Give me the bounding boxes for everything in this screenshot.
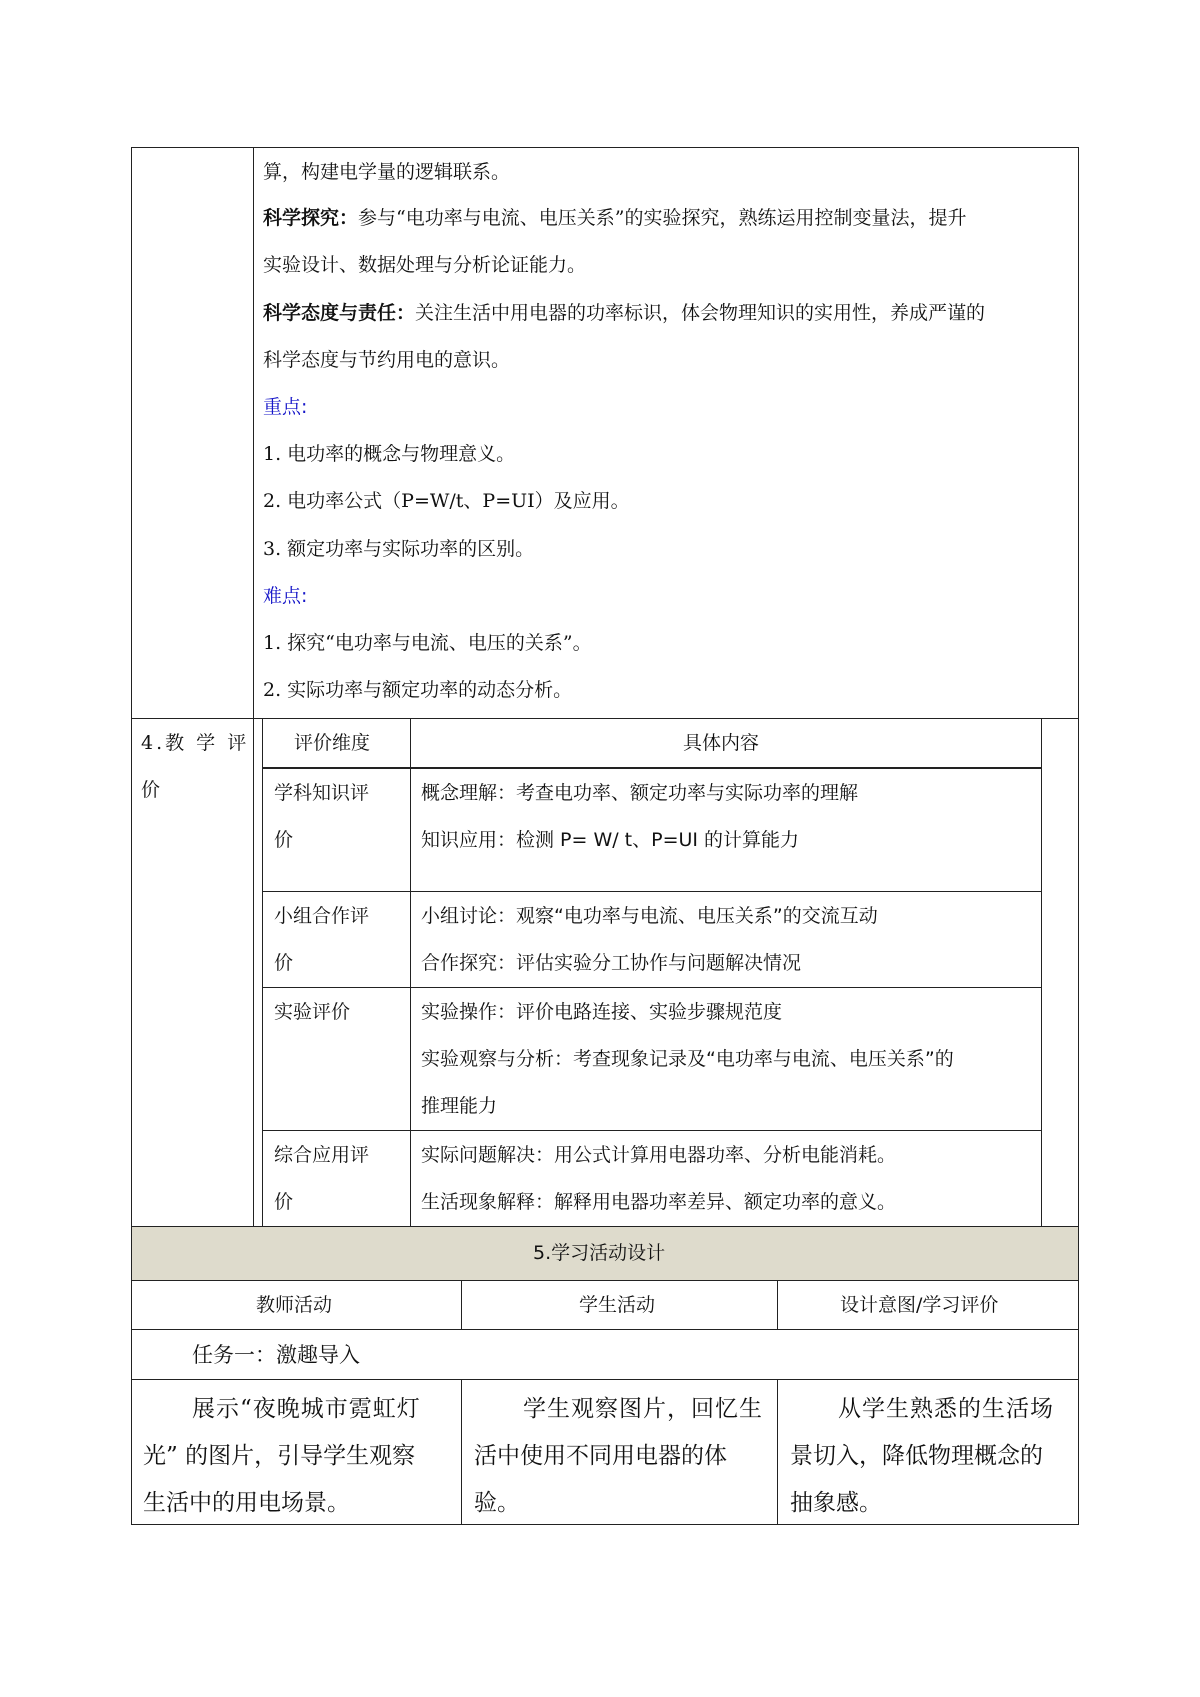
intent-line-2: 景切入，降低物理概念的 bbox=[790, 1443, 1043, 1469]
col-teacher-activity: 教师活动 bbox=[256, 1294, 333, 1316]
activity-col-divider-2 bbox=[777, 1280, 778, 1330]
label-column-divider bbox=[253, 147, 254, 1227]
teacher-activity-line-1: 展示“夜晚城市霓虹灯 bbox=[192, 1396, 421, 1422]
table-top-border bbox=[131, 147, 1079, 148]
eval-row-rule-1 bbox=[262, 891, 1042, 892]
task-1-title: 任务一：激趣导入 bbox=[192, 1343, 360, 1367]
eval-col-content: 具体内容 bbox=[683, 732, 760, 754]
eval-row-1-line-2: 知识应用：检测 P= W/ t、P=UI 的计算能力 bbox=[421, 829, 800, 851]
teacher-activity-line-2: 光” 的图片，引导学生观察 bbox=[143, 1443, 416, 1469]
eval-inner-left bbox=[262, 718, 263, 1226]
eval-row-3-line-2: 实验观察与分析：考查现象记录及“电功率与电流、电压关系”的 bbox=[421, 1048, 954, 1070]
activity-title: 5.学习活动设计 bbox=[533, 1242, 666, 1264]
sci-inquiry-line-1 bbox=[263, 205, 966, 231]
key-points-heading: 重点: bbox=[263, 396, 308, 418]
goals-bottom-border bbox=[131, 718, 1079, 719]
sci-inquiry-text-1: 参与“电功率与电流、电压关系”的实验探究，熟练运用控制变量法，提升 bbox=[358, 207, 967, 229]
sci-inquiry-text-2: 实验设计、数据处理与分析论证能力。 bbox=[263, 254, 587, 276]
student-activity-line-2: 活中使用不同用电器的体 bbox=[474, 1443, 727, 1469]
activity-col-divider-4 bbox=[777, 1379, 778, 1525]
eval-header-rule bbox=[262, 767, 1042, 769]
eval-row-1-line-1: 概念理解：考查电功率、额定功率与实际功率的理解 bbox=[421, 782, 859, 804]
table-bottom-border bbox=[131, 1524, 1079, 1525]
eval-section-label-2: 价 bbox=[141, 779, 161, 801]
eval-row-3-line-3: 推理能力 bbox=[421, 1095, 498, 1117]
intent-line-3: 抽象感。 bbox=[790, 1490, 882, 1516]
intent-line-1: 从学生熟悉的生活场 bbox=[838, 1396, 1054, 1422]
eval-row-4-dimension: 综合应用评 bbox=[274, 1144, 370, 1166]
activity-col-divider-1 bbox=[461, 1280, 462, 1330]
col-design-intent: 设计意图/学习评价 bbox=[840, 1294, 999, 1316]
eval-row-4-line-2: 生活现象解释：解释用电器功率差异、额定功率的意义。 bbox=[421, 1191, 897, 1213]
col-student-activity: 学生活动 bbox=[579, 1294, 656, 1316]
eval-row-rule-3 bbox=[262, 1130, 1042, 1131]
eval-row-3-line-1: 实验操作：评价电路连接、实验步骤规范度 bbox=[421, 1001, 783, 1023]
teacher-activity-line-3: 生活中的用电场景。 bbox=[143, 1490, 350, 1516]
eval-row-1-dimension-cont: 价 bbox=[274, 829, 294, 851]
key-point-1: 1. 电功率的概念与物理意义。 bbox=[263, 443, 516, 465]
activity-title-bottom bbox=[131, 1280, 1079, 1281]
eval-row-3-dimension: 实验评价 bbox=[274, 1001, 351, 1023]
key-point-2: 2. 电功率公式（P=W/t、P=UI）及应用。 bbox=[263, 490, 630, 512]
table-left-border bbox=[131, 147, 132, 1525]
task1-row-bottom bbox=[131, 1379, 1079, 1380]
key-point-3: 3. 额定功率与实际功率的区别。 bbox=[263, 538, 535, 560]
goals-line-1: 算，构建电学量的逻辑联系。 bbox=[263, 161, 511, 183]
eval-row-2-line-1: 小组讨论：观察“电功率与电流、电压关系”的交流互动 bbox=[421, 905, 878, 927]
eval-col-divider bbox=[410, 718, 411, 1226]
eval-section-label-1: 4.教 学 评 bbox=[141, 732, 250, 754]
table-right-border bbox=[1078, 147, 1079, 1525]
attitude-text-1: 关注生活中用电器的功率标识，体会物理知识的实用性，养成严谨的 bbox=[415, 302, 986, 324]
eval-row-2-dimension-cont: 价 bbox=[274, 952, 294, 974]
eval-row-rule-2 bbox=[262, 987, 1042, 988]
attitude-label: 科学态度与责任： bbox=[263, 302, 416, 324]
eval-row-4-dimension-cont: 价 bbox=[274, 1191, 294, 1213]
eval-inner-right bbox=[1041, 718, 1042, 1226]
student-activity-line-1: 学生观察图片，回忆生 bbox=[523, 1396, 763, 1422]
difficult-point-2: 2. 实际功率与额定功率的动态分析。 bbox=[263, 679, 573, 701]
attitude-line-1 bbox=[263, 300, 985, 326]
attitude-text-2: 科学态度与节约用电的意识。 bbox=[263, 349, 511, 371]
difficult-points-heading: 难点: bbox=[263, 585, 308, 607]
activity-header-bottom bbox=[131, 1329, 1079, 1330]
student-activity-line-3: 验。 bbox=[474, 1490, 520, 1516]
sci-inquiry-label: 科学探究： bbox=[263, 207, 359, 229]
eval-row-2-line-2: 合作探究：评估实验分工协作与问题解决情况 bbox=[421, 952, 802, 974]
eval-row-2-dimension: 小组合作评 bbox=[274, 905, 370, 927]
difficult-point-1: 1. 探究“电功率与电流、电压的关系”。 bbox=[263, 632, 592, 654]
eval-col-dimension: 评价维度 bbox=[294, 732, 371, 754]
eval-row-4-line-1: 实际问题解决：用公式计算用电器功率、分析电能消耗。 bbox=[421, 1144, 897, 1166]
activity-title-top bbox=[131, 1226, 1079, 1227]
activity-col-divider-3 bbox=[461, 1379, 462, 1525]
eval-row-1-dimension: 学科知识评 bbox=[274, 782, 370, 804]
